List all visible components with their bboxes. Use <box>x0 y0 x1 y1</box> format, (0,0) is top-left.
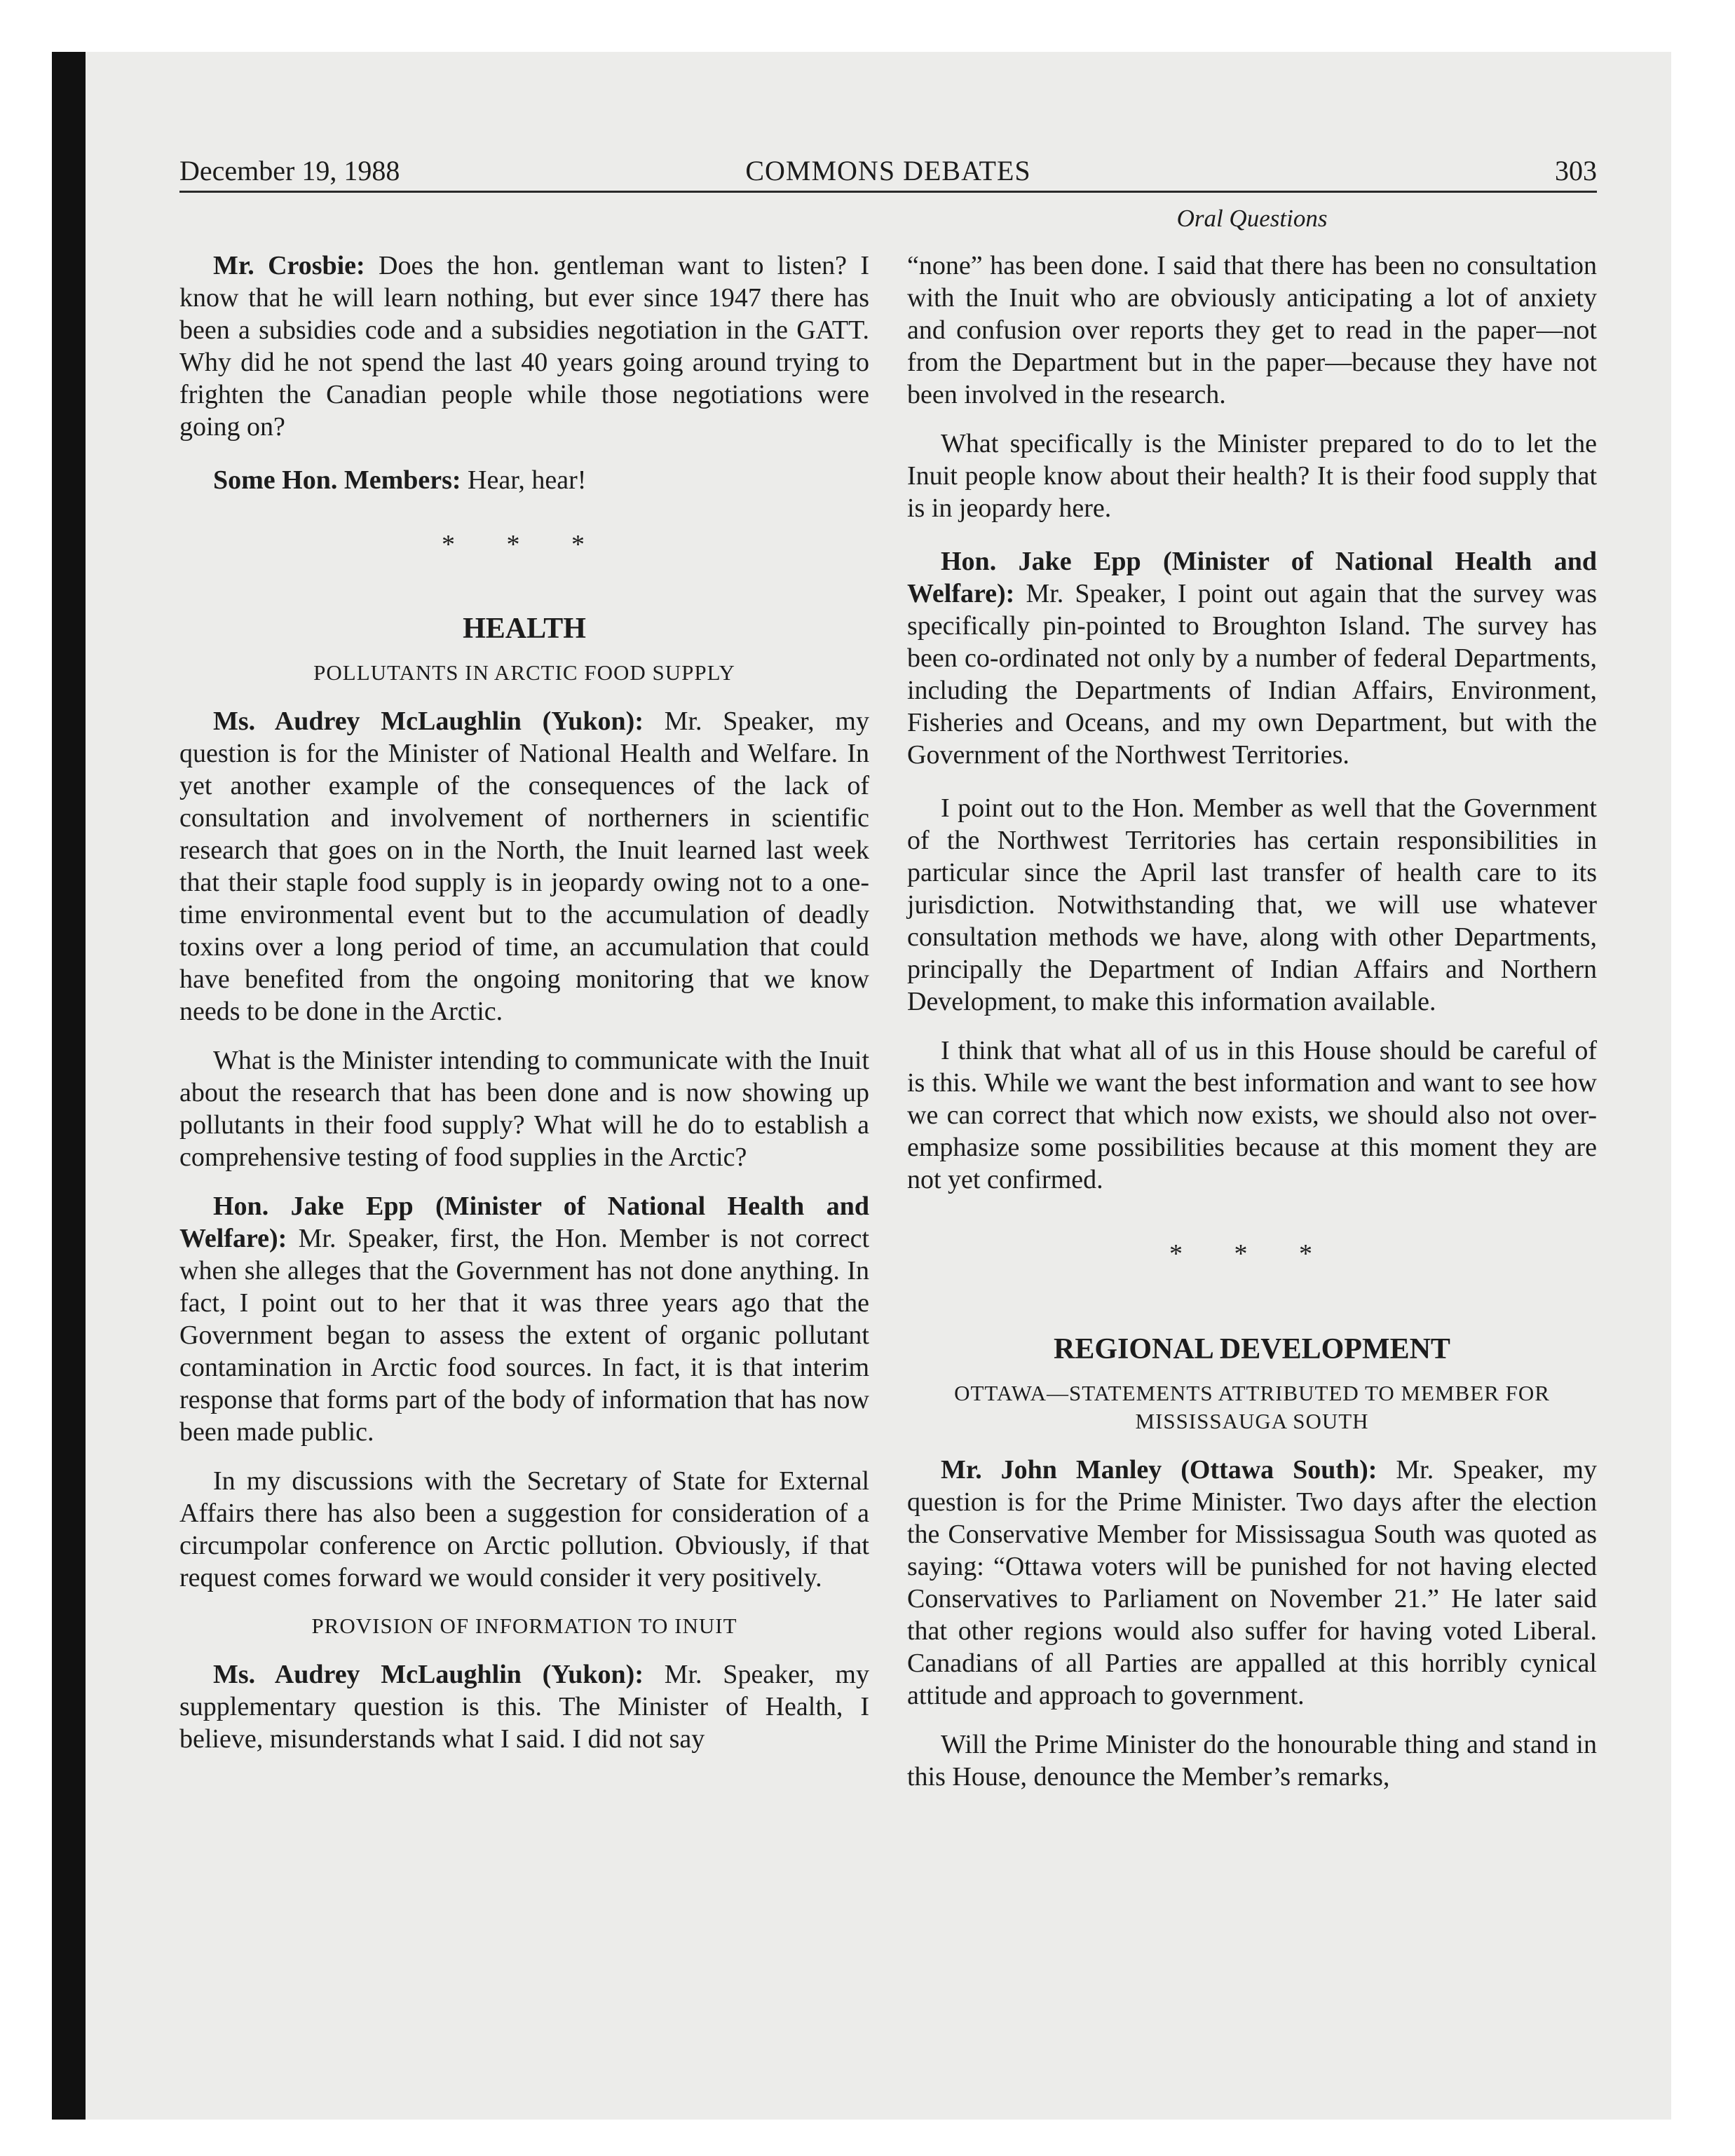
paragraph: “none” has been done. I said that there has been no consultation with the Inuit who are obviously anticipating a lot of anxiety and confusion over reports they get to read in the paper—not from the Department but in the paper—because they have not been involved in the research. <box>907 251 1597 409</box>
paragraph <box>179 1190 869 1448</box>
paragraph-text: Mr. Speaker, my supplementary question is this. The Minister of Health, I believe, misunderstands what I said. I did not say <box>179 1660 869 1754</box>
left-column <box>179 250 869 1772</box>
header-date: December 19, 1988 <box>179 155 400 186</box>
paragraph: I point out to the Hon. Member as well that the Government of the Northwest Territories has certain responsibilities in particular since the April last transfer of health care to its jurisdiction. Notwithstanding that, we will use whatever consultation methods we have, along with other Departments, principally the Department of Indian Affairs and Northern Development, to make this information available. <box>907 793 1597 1016</box>
paragraph-text: Mr. Speaker, my question is for the Minister of National Health and Welfare. In yet another example of the consequences of the lack of consultation and involvement of northerners in scientific research that goes on in the North, the Inuit learned last week that their staple food supply is in jeopardy owing not to a one-time environmental event but to the accumulation of deadly toxins over a long period of time, an accumulation that could have benefited from the ongoing monitoring that we know needs to be done in the Arctic. <box>179 707 869 1026</box>
paragraph-text: Mr. Speaker, first, the Hon. Member is not correct when she alleges that the Government has not done anything. In fact, I point out to her that it was three years ago that the Government began to assess the extent of organic pollutant contamination in Arctic food sources. In fact, it is that interim response that forms part of the body of information that has now been made public. <box>179 1224 869 1447</box>
section-divider: * * * <box>1169 1239 1335 1269</box>
speaker-name: Hon. Jake Epp (Minister of National Health and Welfare): <box>907 547 1597 608</box>
paragraph: What is the Minister intending to communicate with the Inuit about the research that has been done and is now showing up pollutants in their food supply? What will he do to establish a comprehensive testing of food supplies in the Arctic? <box>179 1046 869 1172</box>
speaker-name: Hon. Jake Epp (Minister of National Health and Welfare): <box>179 1192 869 1253</box>
paragraph-text: Does the hon. gentleman want to listen? I know that he will learn nothing, but ever since 1947 there has been a subsidies code and a subsidies negotiation in the GATT. Why did he not spend the last 40 years going around trying to frighten the Canadian people while those negotiations were going on? <box>179 251 869 442</box>
paragraph: What specifically is the Minister prepared to do to let the Inuit people know about their health? It is their food supply that is in jeopardy here. <box>907 429 1597 523</box>
paragraph: I think that what all of us in this House should be careful of is this. While we want the best information and want to see how we can correct that which now exists, we should also not over-emphasize some possibilities because at this moment they are not yet confirmed. <box>907 1036 1597 1194</box>
running-header <box>179 151 1597 193</box>
subsection-heading: PROVISION OF INFORMATION TO INUIT <box>311 1613 737 1638</box>
paragraph <box>179 250 869 443</box>
binding-edge <box>52 52 86 2120</box>
subsection-heading: OTTAWA—STATEMENTS ATTRIBUTED TO MEMBER FOR MISSISSAUGA SOUTH <box>954 1381 1550 1433</box>
right-column <box>907 250 1597 1810</box>
paragraph <box>907 1454 1597 1712</box>
paragraph-text: Hear, hear! <box>461 465 587 495</box>
speaker-name: Ms. Audrey McLaughlin (Yukon): <box>213 1660 644 1689</box>
section-label: Oral Questions <box>1176 205 1328 232</box>
section-divider: * * * <box>442 530 607 559</box>
paragraph: Will the Prime Minister do the honourable thing and stand in this House, denounce the Member’s remarks, <box>907 1730 1597 1792</box>
speaker-name: Some Hon. Members: <box>213 465 461 495</box>
paragraph <box>179 1658 869 1755</box>
paragraph <box>179 464 869 496</box>
paragraph-text: Mr. Speaker, my question is for the Prime Minister. Two days after the election the Conservative Member for Mississagua South was quoted as saying: “Ottawa voters will be punished for not having elected Conservatives to Parliament on November 21.” He later said that other regions would also suffer for having voted Liberal. Canadians of all Parties are appalled at this horribly cynical attitude and approach to government. <box>907 1455 1597 1710</box>
section-heading: REGIONAL DEVELOPMENT <box>1054 1333 1450 1365</box>
speaker-name: Mr. Crosbie: <box>213 251 365 280</box>
speaker-name: Ms. Audrey McLaughlin (Yukon): <box>213 707 644 736</box>
paragraph: In my discussions with the Secretary of State for External Affairs there has also been a suggestion for consideration of a circumpolar conference on Arctic pollution. Obviously, if that request comes forward we would consider it very positively. <box>179 1466 869 1592</box>
page-number: 303 <box>1555 155 1597 186</box>
speaker-name: Mr. John Manley (Ottawa South): <box>941 1455 1377 1485</box>
header-title: COMMONS DEBATES <box>745 155 1031 186</box>
paragraph-text: Mr. Speaker, I point out again that the survey was specifically pin-pointed to Broughton Island. The survey has been co-ordinated not only by a number of federal Departments, including the Departments of Indian Affairs, Environment, Fisheries and Oceans, and my own Department, but with the Government of the Northwest Territories. <box>907 579 1597 770</box>
subsection-heading: POLLUTANTS IN ARCTIC FOOD SUPPLY <box>313 660 735 685</box>
section-heading: HEALTH <box>463 613 586 645</box>
paragraph <box>907 545 1597 771</box>
paragraph <box>179 705 869 1028</box>
